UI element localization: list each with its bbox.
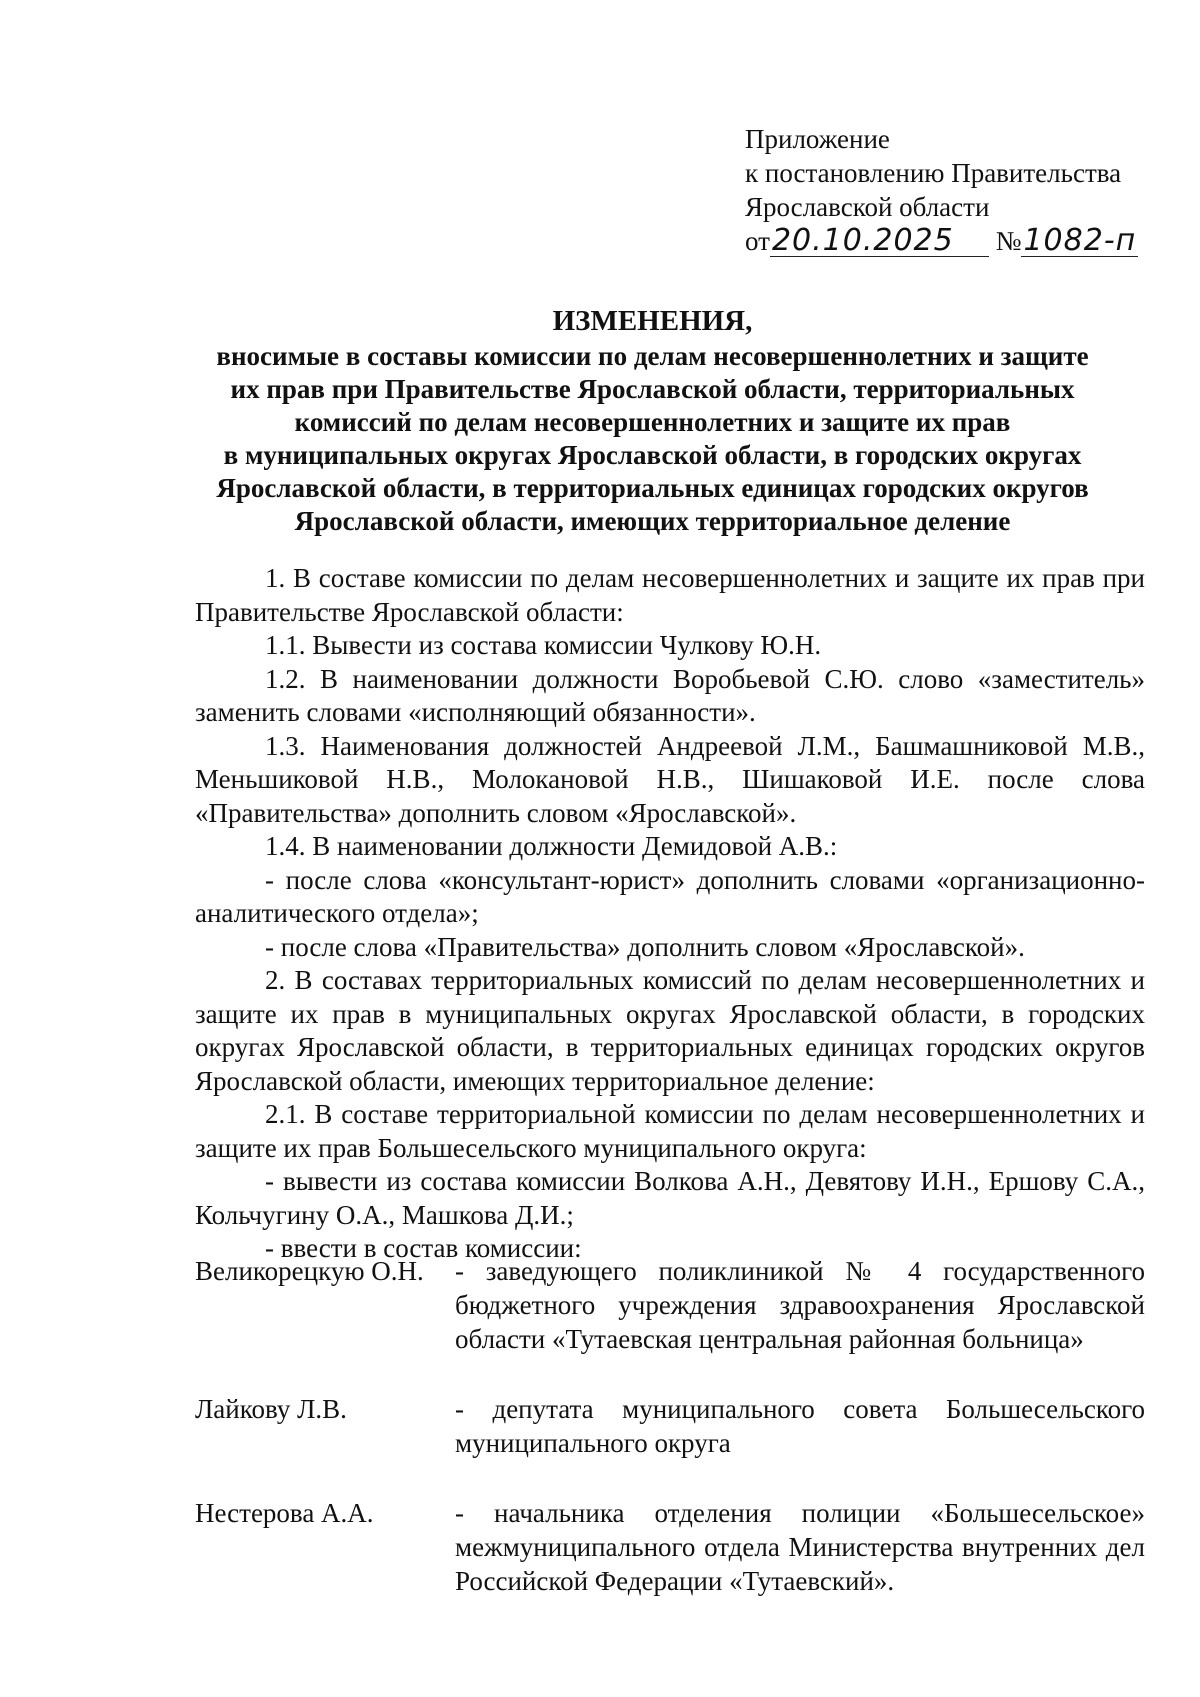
document-body: [195, 562, 1145, 1266]
member-role: - заведующего поликлиникой № 4 государственного бюджетного учреждения здравоохранения Ярославской области «Тутаевская центральная районная больница»: [455, 1256, 1145, 1354]
members-list: [195, 1254, 1145, 1634]
paragraph-2: 2. В составах территориальных комиссий по делам несовершеннолетних и защите их прав в муниципальных округах Ярославской области, в городских округах Ярославской области, в территориальных единицах городских округов Ярославской области, имеющих территориальное деление:: [195, 965, 1145, 1096]
list-item: [195, 1496, 1145, 1598]
paragraph-2-1-a: - вывести из состава комиссии Волкова А.Н., Девятову И.Н., Ершову С.А., Кольчугину О.А., Машкова Д.И.;: [195, 1166, 1145, 1230]
paragraph-2-1-b: - ввести в состав комиссии:: [265, 1233, 582, 1263]
title-line: вносимые в составы комиссии по делам несовершеннолетних и защите: [216, 341, 1089, 371]
paragraph-1: 1. В составе комиссии по делам несовершеннолетних и защите их прав при Правительстве Ярославской области:: [195, 563, 1145, 627]
title-line: Ярославской области, в территориальных единицах городских округов: [216, 473, 1089, 503]
paragraph-1-2: 1.2. В наименовании должности Воробьевой С.Ю. слово «заместитель» заменить словами «исполняющий обязанности».: [195, 663, 1145, 727]
list-item: [195, 1254, 1145, 1356]
paragraph-1-1: 1.1. Вывести из состава комиссии Чулкову Ю.Н.: [265, 630, 822, 660]
member-name: Великорецкую О.Н.: [195, 1256, 424, 1286]
appendix-region: Ярославской области: [745, 192, 990, 222]
document-title: [195, 305, 1110, 538]
title-line: их прав при Правительстве Ярославской области, территориальных: [230, 374, 1075, 404]
title-heading: ИЗМЕНЕНИЯ,: [552, 305, 753, 337]
appendix-resolution: к постановлению Правительства: [745, 158, 1122, 188]
appendix-label: Приложение: [745, 124, 890, 154]
date-prefix: от: [745, 226, 770, 256]
appendix-date-number: [745, 224, 1165, 258]
handwritten-number: 1082-п: [1023, 223, 1137, 258]
member-name: Лайкову Л.В.: [195, 1394, 347, 1424]
list-item: [195, 1392, 1145, 1460]
paragraph-2-1: 2.1. В составе территориальной комиссии по делам несовершеннолетних и защите их прав Большесельского муниципального округа:: [195, 1099, 1145, 1163]
paragraph-1-4-a: - после слова «консультант-юрист» дополнить словами «организационно-аналитического отдела»;: [195, 864, 1145, 928]
title-line: в муниципальных округах Ярославской области, в городских округах: [223, 440, 1082, 470]
paragraph-1-4: 1.4. В наименовании должности Демидовой А.В.:: [265, 831, 838, 861]
member-name: Нестерова А.А.: [195, 1498, 374, 1528]
title-line: комиссий по делам несовершеннолетних и защите их прав: [294, 407, 1011, 437]
paragraph-1-3: 1.3. Наименования должностей Андреевой Л.М., Башмашниковой М.В., Меньшиковой Н.В., Молокановой Н.В., Шишаковой И.Е. после слова «Правительства» дополнить словом «Ярославской».: [195, 730, 1145, 828]
member-role: - начальника отделения полиции «Большесельское» межмуниципального отдела Министерства внутренних дел Российской Федерации «Тутаевский».: [455, 1498, 1145, 1596]
title-line: Ярославской области, имеющих территориальное деление: [294, 506, 1011, 536]
handwritten-date: 20.10.2025: [770, 226, 989, 257]
member-role: - депутата муниципального совета Большесельского муниципального округа: [455, 1394, 1145, 1458]
paragraph-1-4-b: - после слова «Правительства» дополнить словом «Ярославской».: [265, 931, 1025, 962]
appendix-block: [745, 122, 1165, 258]
number-prefix: №: [995, 226, 1022, 256]
